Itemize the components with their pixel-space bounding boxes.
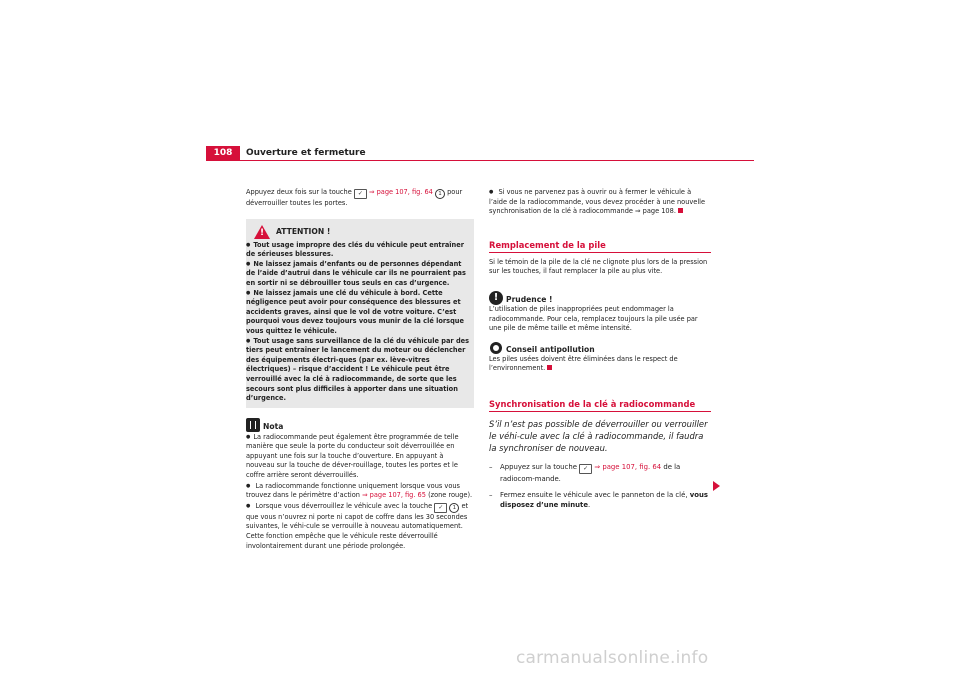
step-text	[500, 490, 711, 510]
note-item	[246, 502, 474, 551]
callout-circle: 1	[435, 189, 445, 199]
step-item	[489, 462, 711, 484]
callout-circle: 1	[449, 503, 459, 513]
step-item	[489, 490, 711, 510]
battery-text: Si le témoin de la pile de la clé ne clignote plus lors de la pression sur les touches, il faut remplacer la pile au plus vite.	[489, 257, 708, 276]
environment-paragraph	[489, 355, 711, 374]
environment-text: Les piles usées doivent être éliminées dans le respect de l’environnement.	[489, 354, 678, 373]
intro-paragraph	[246, 188, 474, 209]
section-title-battery: Remplacement de la pile	[489, 239, 606, 250]
unlock-key-icon: ✓	[579, 464, 592, 474]
step-text	[500, 462, 711, 484]
warning-item: ● Tout usage sans surveillance de la clé du véhicule par des tiers peut entraîner le lancement du moteur ou déclencher des équipements électri-ques (par ex. lève-vitres électriques) – risque d’accident ! Le véhicule peut être verrouillé avec la clé à radiocommande, de sorte que les secours sont plus difficiles à apporter dans une situation d’urgence.	[246, 337, 470, 404]
unlock-key-icon: ✓	[434, 503, 447, 513]
caution-icon: !	[489, 291, 503, 305]
sync-reminder-text: Si vous ne parvenez pas à ouvrir ou à fermer le véhicule à l’aide de la radiocommande, vous devez procéder à une nouvelle synchronisation de la clé à radiocommande ⇒ page 108.	[489, 188, 706, 216]
note-reference-link[interactable]: ⇒ page 107, fig. 65	[362, 491, 426, 500]
sync-lead: S’il n’est pas possible de déverrouiller ou verrouiller le véhi-cule avec la clé à radiocommande, il faudra la synchroniser de nouveau.	[489, 418, 708, 453]
caution-header	[489, 289, 711, 305]
section-end-mark	[678, 208, 683, 213]
note-icon	[246, 418, 260, 432]
unlock-key-icon: ✓	[354, 189, 367, 199]
section-rule	[489, 252, 711, 253]
section-title-sync: Synchronisation de la clé à radiocommande	[489, 398, 696, 409]
note-item-suffix: et que vous n’ouvrez ni porte ni capot de coffre dans les 30 secondes suivantes, le véhi-cule se verrouille à nouveau automatiquement. Cette fonction empêche que le véhicule reste déverrouillé involontairement durant une période prolongée.	[246, 501, 469, 550]
note-item-suffix: (zone rouge).	[428, 491, 473, 500]
step-dash: –	[489, 462, 493, 471]
next-page-arrow-icon	[713, 481, 720, 491]
note-item: ● La radiocommande peut également être programmée de telle manière que seule la porte du conducteur soit déverrouillée en appuyant une fois sur la touche d’ouverture. En appuyant à nouveau sur la touche de déver-rouillage, toutes les portes et le coffre arrière seront déverrouillés.	[246, 433, 474, 481]
step-reference-link[interactable]: ⇒ page 107, fig. 64	[594, 462, 662, 471]
watermark: carmanualsonline.info	[516, 648, 709, 668]
page-number: 108	[206, 146, 240, 160]
step-dash: –	[489, 490, 493, 499]
intro-text: Appuyez deux fois sur la touche	[246, 188, 352, 196]
intro-reference-link[interactable]: ⇒ page 107, fig. 64	[368, 188, 433, 196]
step1-suffix: de la radiocom-mande.	[500, 462, 681, 483]
note-title: Nota	[263, 421, 284, 431]
right-column	[489, 188, 711, 510]
warning-title: ATTENTION !	[276, 226, 331, 236]
sync-reminder	[489, 188, 711, 217]
header-rule	[206, 160, 754, 161]
section-end-mark	[547, 365, 552, 370]
environment-icon	[489, 341, 503, 355]
note-item-text: Lorsque vous déverrouillez le véhicule avec la touche	[255, 501, 433, 510]
caution-title: Prudence !	[506, 294, 553, 304]
warning-triangle-icon: !	[254, 225, 270, 239]
step2-suffix: .	[588, 500, 591, 509]
note-item-text: La radiocommande fonctionne uniquement lorsque vous vous trouvez dans le périmètre d’action	[246, 481, 460, 500]
step1-text: Appuyez sur la touche	[500, 462, 577, 471]
section-rule	[489, 411, 711, 412]
step2-text: Fermez ensuite le véhicule avec le panneton de la clé,	[500, 490, 688, 499]
note-item	[246, 482, 474, 501]
intro-suffix: pour déverrouiller toutes les portes.	[246, 188, 463, 207]
environment-header	[489, 339, 711, 355]
caution-text: L’utilisation de piles inappropriées peut endommager la radiocommande. Pour cela, remplacez toujours la pile usée par une pile de même taille et même intensité.	[489, 304, 698, 333]
page-title: Ouverture et fermeture	[246, 148, 366, 158]
warning-item: ● Tout usage impropre des clés du véhicule peut entraîner de sérieuses blessures.	[246, 241, 470, 260]
left-column	[246, 188, 474, 551]
warning-item: ● Ne laissez jamais d’enfants ou de personnes dépendant de l’aide d’autrui dans le véhicule car ils ne pourraient pas en sortir ni se débrouiller tous seuls en cas d’urgence.	[246, 260, 470, 289]
environment-title: Conseil antipollution	[506, 344, 595, 354]
step2-emphasis: vous disposez d’une minute	[500, 490, 708, 509]
warning-box	[246, 219, 474, 408]
note-header	[246, 416, 474, 432]
warning-header	[246, 223, 470, 241]
warning-item: ● Ne laissez jamais une clé du véhicule à bord. Cette négligence peut avoir pour conséquence des blessures et accidents graves, ainsi que le vol de votre voiture. C’est pourquoi vous devez toujours vous munir de la clé lorsque vous quittez le véhicule.	[246, 289, 470, 337]
